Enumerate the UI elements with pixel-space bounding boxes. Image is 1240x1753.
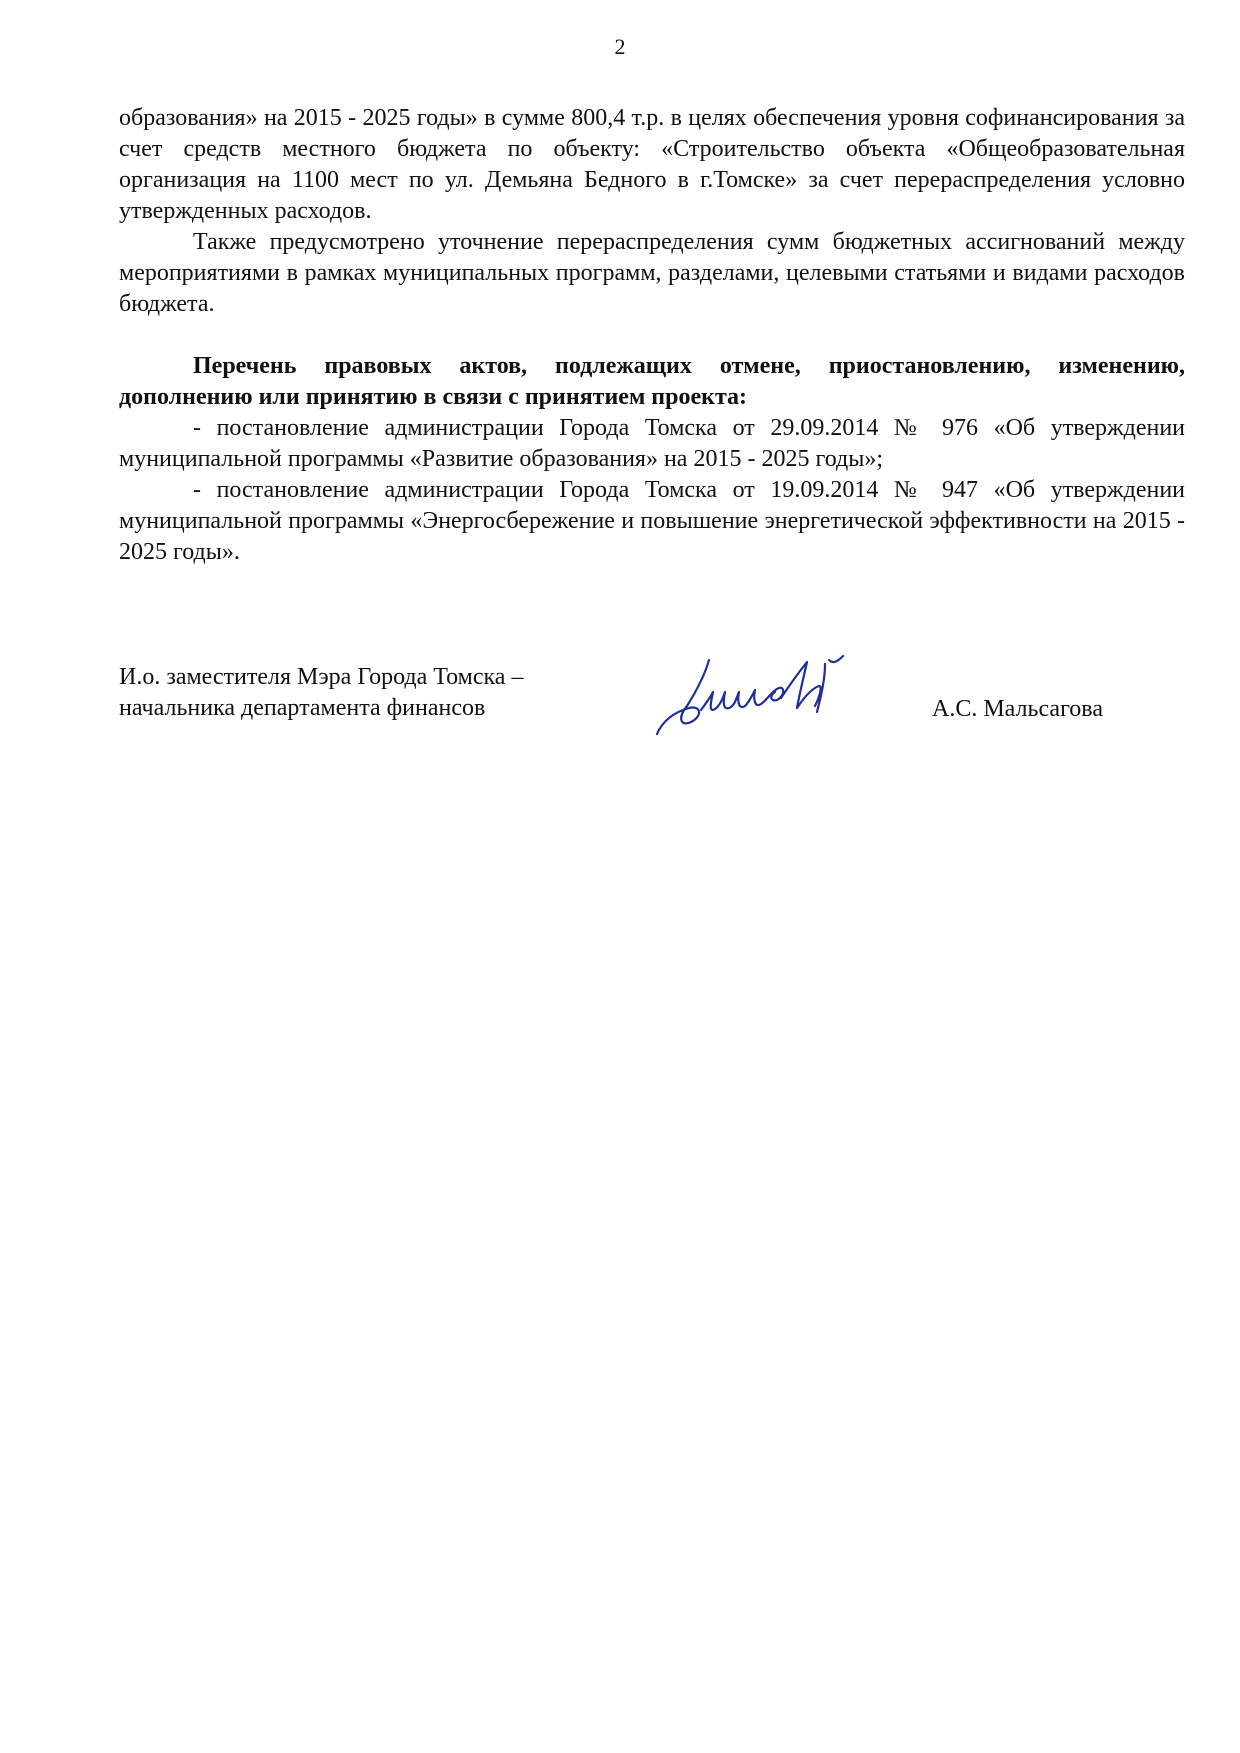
- handwritten-signature-icon: [649, 650, 869, 750]
- signatory-position-line-2: начальника департамента финансов: [119, 695, 486, 721]
- signatory-position: [119, 662, 639, 724]
- page-number: 2: [614, 34, 626, 59]
- document-body: [119, 103, 1185, 568]
- signatory-position-line-1: И.о. заместителя Мэра Города Томска –: [119, 664, 524, 690]
- legal-act-item-2: - постановление администрации Города Томска от 19.09.2014 № 947 «Об утверждении муниципальной программы «Энергосбережение и повышение энергетической эффективности на 2015 - 2025 годы».: [119, 477, 1185, 565]
- signatory-name: А.С. Мальсагова: [932, 696, 1103, 722]
- legal-acts-heading: Перечень правовых актов, подлежащих отмене, приостановлению, изменению, дополнению или принятию в связи с принятием проекта:: [119, 353, 1185, 410]
- paragraph-redistribution: Также предусмотрено уточнение перераспределения сумм бюджетных ассигнований между мероприятиями в рамках муниципальных программ, разделами, целевыми статьями и видами расходов бюджета.: [119, 229, 1185, 317]
- signature-block: [119, 662, 1185, 772]
- paragraph-budget-allocation: образования» на 2015 - 2025 годы» в сумме 800,4 т.р. в целях обеспечения уровня софинансирования за счет средств местного бюджета по объекту: «Строительство объекта «Общеобразовательная организация на 1100 мест по ул. Демьяна Бедного в г.Томске» за счет перераспределения условно утвержденных расходов.: [119, 105, 1185, 224]
- legal-act-item-1: - постановление администрации Города Томска от 29.09.2014 № 976 «Об утверждении муниципальной программы «Развитие образования» на 2015 - 2025 годы»;: [119, 415, 1185, 472]
